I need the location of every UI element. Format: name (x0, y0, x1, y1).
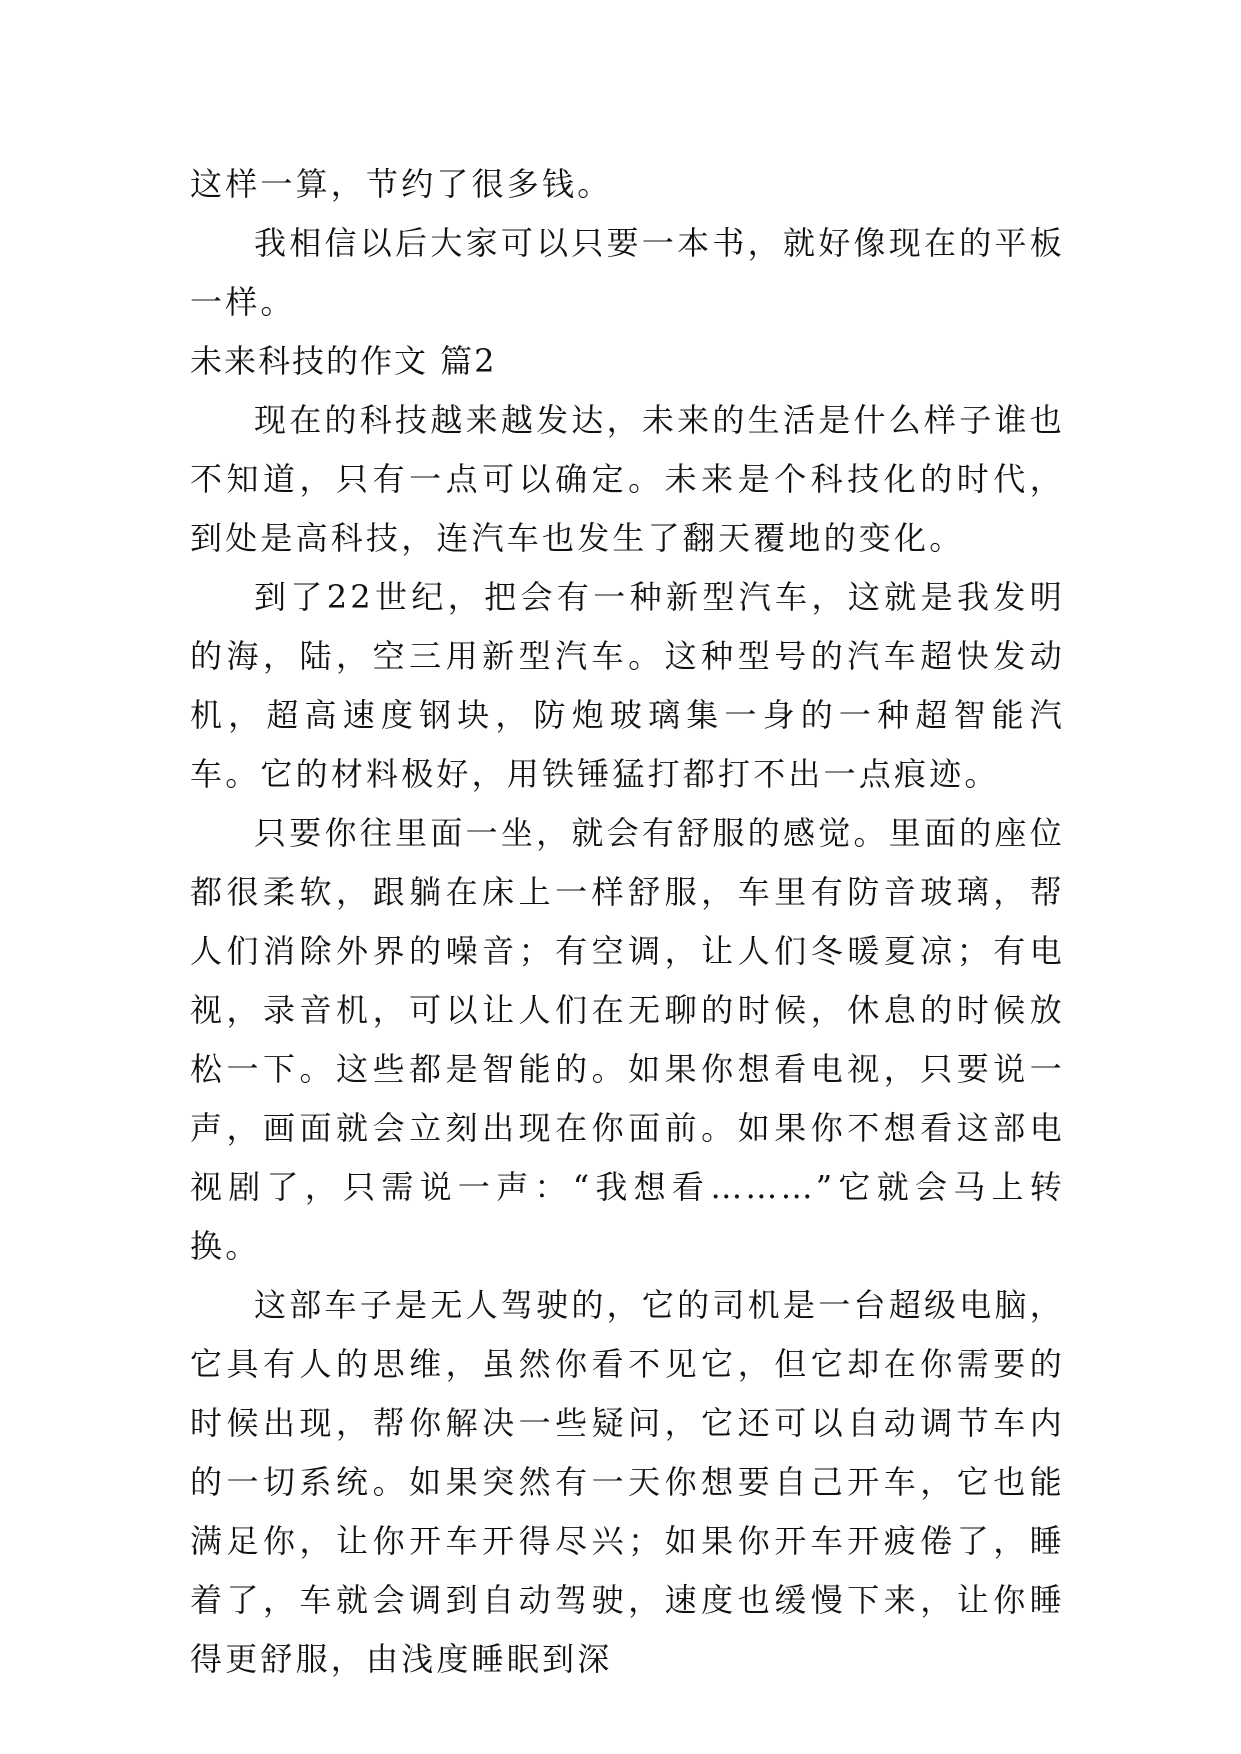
paragraph-continuation: 这样一算，节约了很多钱。 (190, 165, 613, 203)
paragraph: 到了22世纪，把会有一种新型汽车，这就是我发明的海，陆，空三用新型汽车。这种型号的汽车超快发动机，超高速度钢块，防炮玻璃集一身的一种超智能汽车。它的材料极好，用铁锤猛打都打不出一点痕迹。 (190, 578, 1065, 793)
section-heading: 未来科技的作文 篇2 (190, 342, 497, 380)
document-body (190, 155, 1065, 1689)
paragraph: 现在的科技越来越发达，未来的生活是什么样子谁也不知道，只有一点可以确定。未来是个科技化的时代，到处是高科技，连汽车也发生了翻天覆地的变化。 (190, 401, 1065, 557)
paragraph: 这部车子是无人驾驶的，它的司机是一台超级电脑，它具有人的思维，虽然你看不见它，但它却在你需要的时候出现，帮你解决一些疑问，它还可以自动调节车内的一切系统。如果突然有一天你想要自己开车，它也能满足你，让你开车开得尽兴；如果你开车开疲倦了，睡着了，车就会调到自动驾驶，速度也缓慢下来，让你睡得更舒服，由浅度睡眠到深 (190, 1286, 1065, 1678)
paragraph: 我相信以后大家可以只要一本书，就好像现在的平板一样。 (190, 224, 1065, 321)
paragraph: 只要你往里面一坐，就会有舒服的感觉。里面的座位都很柔软，跟躺在床上一样舒服，车里有防音玻璃，帮人们消除外界的噪音；有空调，让人们冬暖夏凉；有电视，录音机，可以让人们在无聊的时候，休息的时候放松一下。这些都是智能的。如果你想看电视，只要说一声，画面就会立刻出现在你面前。如果你不想看这部电视剧了，只需说一声：“我想看………”它就会马上转换。 (190, 814, 1065, 1265)
